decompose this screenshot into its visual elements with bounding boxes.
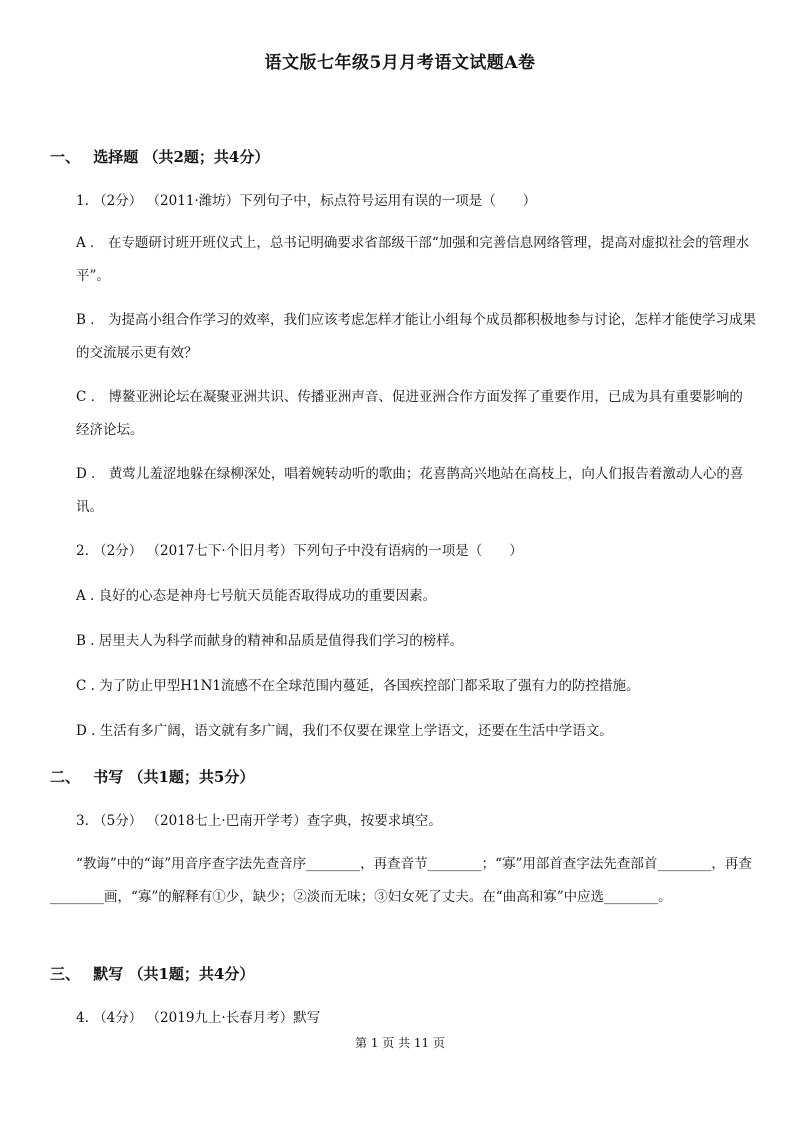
section-title: 默写 （共1题；共4分） (93, 965, 255, 983)
section-title: 选择题 （共2题；共4分） (93, 148, 270, 166)
section-heading-choice (50, 146, 269, 167)
section-number: 三、 (50, 965, 81, 983)
question-1-option-c (50, 381, 756, 447)
option-text: C ． 博鳌亚洲论坛在凝聚亚洲共识、传播亚洲声音、促进亚洲合作方面发挥了重要作用，已成为具有重要影响的经济论坛。 (76, 389, 743, 438)
question-1-option-b (50, 304, 756, 370)
section-number: 一、 (50, 148, 81, 166)
section-title: 书写 （共1题；共5分） (93, 768, 255, 786)
section-number: 二、 (50, 768, 81, 786)
question-4-stem: 4. （4分） （2019九上·长春月考）默写 (76, 1010, 321, 1026)
exam-title: 语文版七年级5月月考语文试题A卷 (264, 53, 536, 73)
question-2-stem: 2. （2分） （2017七下·个旧月考）下列句子中没有语病的一项是（ ） (76, 543, 523, 559)
page-footer: 第 1 页 共 11 页 (355, 1036, 445, 1050)
question-2-option-c: C . 为了防止甲型H1N1流感不在全球范围内蔓延，各国疾控部门都采取了强有力的防控措施。 (76, 678, 640, 694)
question-1-stem: 1. （2分） （2011·潍坊）下列句子中，标点符号运用有误的一项是（ ） (76, 193, 537, 209)
question-2-option-b: B . 居里夫人为科学而献身的精神和品质是值得我们学习的榜样。 (76, 633, 464, 649)
question-1-option-d (50, 458, 756, 524)
question-1-option-a (50, 227, 756, 293)
question-3-body: “教诲”中的“诲”用音序查字法先查音序________，再查音节________；“寡”用部首查字法先查部首________，再查________画，“寡”的解释有①少，缺少；②淡而无味；③妇女死了丈夫。在“曲高和寡”中应选________。 (50, 856, 752, 905)
section-heading-writing (50, 766, 254, 787)
option-text: B ． 为提高小组合作学习的效率，我们应该考虑怎样才能让小组每个成员都积极地参与讨论，怎样才能使学习成果的交流展示更有效？ (76, 312, 757, 361)
question-2-option-a: A . 良好的心态是神舟七号航天员能否取得成功的重要因素。 (76, 588, 437, 604)
option-text: D ． 黄莺儿羞涩地躲在绿柳深处，唱着婉转动听的歌曲；花喜鹊高兴地站在高枝上，向人们报告着激动人心的喜讯。 (76, 466, 744, 515)
question-3-stem: 3. （5分） （2018七上·巴南开学考）查字典，按要求填空。 (76, 813, 442, 829)
option-text: A ． 在专题研讨班开班仪式上，总书记明确要求省部级干部“加强和完善信息网络管理，提高对虚拟社会的管理水平”。 (76, 235, 750, 284)
section-heading-dictation (50, 963, 254, 984)
question-2-option-d: D . 生活有多广阔，语文就有多广阔，我们不仅要在课堂上学语文，还要在生活中学语文。 (76, 723, 613, 739)
